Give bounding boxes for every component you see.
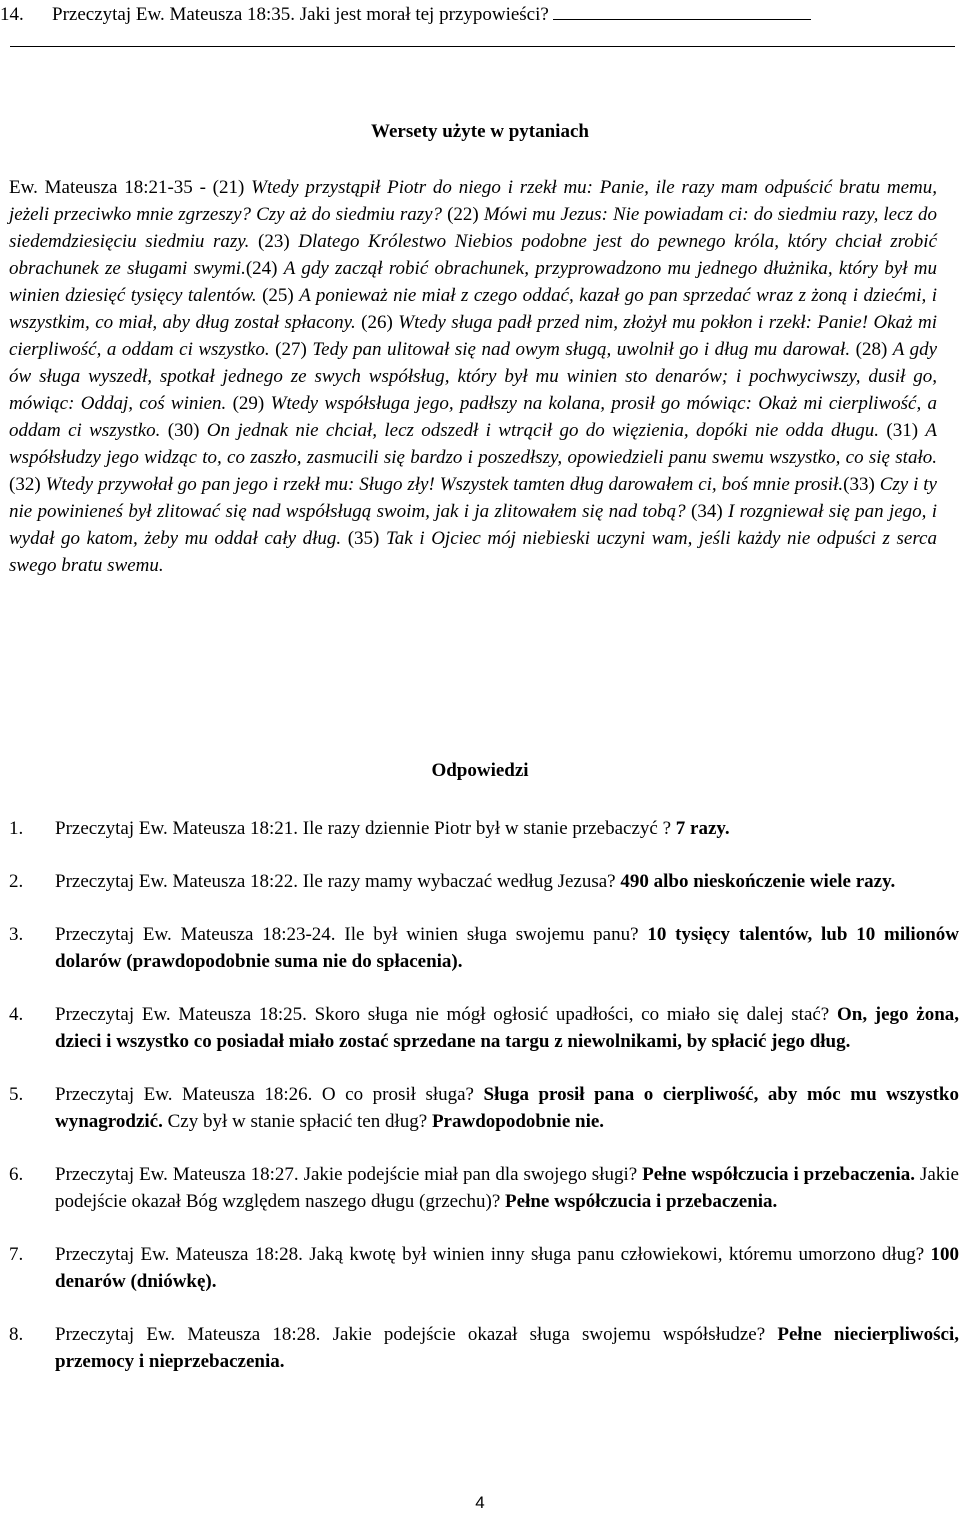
verse-22: Mówi mu Jezus: Nie powiadam ci: do siedmiu razy, lecz do siedemdziesięciu siedmiu razy. bbox=[9, 204, 937, 252]
verse-number-29: (29) bbox=[226, 393, 271, 414]
verse-32: Wtedy przywołał go pan jego i rzekł mu: Sługo zły! Wszystek tamten dług darowałem ci, boś mnie prosił. bbox=[45, 474, 844, 495]
verse-23: Dlatego Królestwo Niebios podobne jest do pewnego króla, który chciał zrobić obrachunek ze sługami swymi. bbox=[9, 231, 938, 279]
answers-heading: Odpowiedzi bbox=[431, 760, 529, 781]
answer-item-8 bbox=[9, 1321, 959, 1375]
verse-number-28: (28) bbox=[850, 339, 893, 360]
item-answer: 100 denarów (dniówkę). bbox=[55, 1244, 959, 1292]
verse-number-32: (32) bbox=[9, 474, 46, 495]
verse-number-30: (30) bbox=[160, 420, 207, 441]
verse-30: On jednak nie chciał, lecz odszedł i wtrącił go do więzienia, dopóki nie odda długu. bbox=[206, 420, 880, 441]
verse-29: Wtedy współsługa jego, padłszy na kolana, prosił go mówiąc: Okaż mi cierpliwość, a oddam ci wszystko. bbox=[9, 393, 937, 441]
verse-33: Czy i ty nie powinieneś był zlitować się nad współsługą swoim, jak i ja zlitowałem się nad tobą? bbox=[9, 474, 937, 522]
item-answer: 10 tysięcy talentów, lub 10 milionów dolarów (prawdopodobnie suma nie do spłacenia). bbox=[55, 924, 959, 972]
verse-number-35: (35) bbox=[341, 528, 386, 549]
item-question: Przeczytaj Ew. Mateusza 18:28. Jaką kwotę był winien inny sługa panu człowiekowi, któremu umorzono dług? bbox=[55, 1244, 931, 1265]
answers-list bbox=[9, 815, 959, 1401]
item-answer: 490 albo nieskończenie wiele razy. bbox=[620, 871, 896, 892]
verse-26: Wtedy sługa padł przed nim, złożył mu pokłon i rzekł: Panie! Okaż mi cierpliwość, a oddam ci wszystko. bbox=[9, 312, 938, 360]
item-question: Przeczytaj Ew. Mateusza 18:21. Ile razy dziennie Piotr był w stanie przebaczyć ? bbox=[55, 818, 676, 839]
answer-item-5 bbox=[9, 1081, 959, 1135]
answer-item-2 bbox=[9, 868, 959, 895]
verse-35: Tak i Ojciec mój niebieski uczyni wam, jeśli każdy nie odpuści z serca swego bratu swemu. bbox=[9, 528, 937, 576]
answer-line bbox=[553, 19, 811, 20]
verse-number-24: (24) bbox=[245, 258, 284, 279]
verse-number-23: (23) bbox=[249, 231, 299, 252]
item-number: 2. bbox=[9, 871, 24, 892]
item-answer-2: Pełne współczucia i przebaczenia. bbox=[505, 1191, 778, 1212]
page-number: 4 bbox=[475, 1493, 485, 1512]
item-answer-2: Prawdopodobnie nie. bbox=[431, 1111, 605, 1132]
verse-31: A współsłudzy jego widząc to, co zaszło, zasmucili się bardzo i poszedłszy, opowiedzieli panu swemu wszystko, co się stało. bbox=[9, 420, 937, 468]
question-14 bbox=[0, 1, 958, 28]
verse-reference: Ew. Mateusza 18:21-35 - (21) bbox=[9, 177, 252, 198]
item-answer: On, jego żona, dzieci i wszystko co posiadał miało zostać sprzedane na targu z niewolnikami, by spłacić jego dług. bbox=[55, 1004, 960, 1052]
verses-heading: Wersety użyte w pytaniach bbox=[371, 121, 589, 142]
item-question: Przeczytaj Ew. Mateusza 18:25. Skoro sługa nie mógł ogłosić upadłości, co miało się dalej stać? bbox=[55, 1004, 837, 1025]
item-number: 6. bbox=[9, 1164, 24, 1185]
verse-21: Wtedy przystąpił Piotr do niego i rzekł mu: Panie, ile razy mam odpuścić bratu memu, jeżeli przeciwko mnie zgrzeszy? Czy aż do siedmiu razy? bbox=[9, 177, 938, 225]
verse-27: Tedy pan ulitował się nad owym sługą, uwolnił go i dług mu darował. bbox=[312, 339, 851, 360]
item-number: 1. bbox=[9, 818, 24, 839]
verse-24: A gdy zaczął robić obrachunek, przyprowadzono mu jednego dłużnika, który był mu winien dziesięć tysięcy talentów. bbox=[9, 258, 937, 306]
answer-item-6 bbox=[9, 1161, 959, 1215]
verse-number-25: (25) bbox=[256, 285, 300, 306]
verse-34: I rozgniewał się pan jego, i wydał go katom, żeby mu oddał cały dług. bbox=[9, 501, 938, 549]
item-question-2: Czy był w stanie spłacić ten dług? bbox=[162, 1111, 432, 1132]
item-question: Przeczytaj Ew. Mateusza 18:27. Jakie podejście miał pan dla swojego sługi? bbox=[55, 1164, 643, 1185]
question-text: Przeczytaj Ew. Mateusza 18:35. Jaki jest morał tej przypowieści? bbox=[52, 4, 549, 25]
item-number: 3. bbox=[9, 924, 24, 945]
item-number: 5. bbox=[9, 1084, 24, 1105]
item-question: Przeczytaj Ew. Mateusza 18:28. Jakie podejście okazał sługa swojemu współsłudze? bbox=[55, 1324, 778, 1345]
item-number: 7. bbox=[9, 1244, 24, 1265]
question-number: 14. bbox=[0, 4, 24, 25]
verse-number-26: (26) bbox=[355, 312, 399, 333]
item-number: 8. bbox=[9, 1324, 24, 1345]
item-question-2: Jakie podejście okazał Bóg względem naszego długu (grzechu)? bbox=[55, 1164, 959, 1212]
answer-item-4 bbox=[9, 1001, 959, 1055]
verse-number-34: (34) bbox=[685, 501, 728, 522]
item-answer: Pełne współczucia i przebaczenia. bbox=[642, 1164, 915, 1185]
answer-item-1 bbox=[9, 815, 959, 842]
item-number: 4. bbox=[9, 1004, 24, 1025]
verse-number-27: (27) bbox=[269, 339, 313, 360]
item-question: Przeczytaj Ew. Mateusza 18:22. Ile razy mamy wybaczać według Jezusa? bbox=[55, 871, 621, 892]
verse-number-22: (22) bbox=[442, 204, 484, 225]
answer-item-7 bbox=[9, 1241, 959, 1295]
item-question: Przeczytaj Ew. Mateusza 18:26. O co prosił sługa? bbox=[55, 1084, 484, 1105]
verse-28: A gdy ów sługa wyszedł, spotkał jednego ze swych współsług, który był mu winien sto denarów; i pochwyciwszy, dusił go, mówiąc: Oddaj, coś winien. bbox=[9, 339, 938, 414]
verses-paragraph bbox=[9, 174, 937, 579]
answer-item-3 bbox=[9, 921, 959, 975]
item-answer: 7 razy. bbox=[675, 818, 730, 839]
verse-number-31: (31) bbox=[879, 420, 926, 441]
item-answer: Sługa prosił pana o cierpliwość, aby móc mu wszystko wynagrodzić. bbox=[55, 1084, 960, 1132]
item-question: Przeczytaj Ew. Mateusza 18:23-24. Ile był winien sługa swojemu panu? bbox=[55, 924, 648, 945]
verse-number-33: (33) bbox=[843, 474, 880, 495]
verse-25: A ponieważ nie miał z czego oddać, kazał go pan sprzedać wraz z żoną i dziećmi, i wszystkim, co miał, aby dług został spłacony. bbox=[9, 285, 937, 333]
item-answer: Pełne niecierpliwości, przemocy i nieprzebaczenia. bbox=[55, 1324, 959, 1372]
answer-line-full bbox=[10, 46, 955, 47]
